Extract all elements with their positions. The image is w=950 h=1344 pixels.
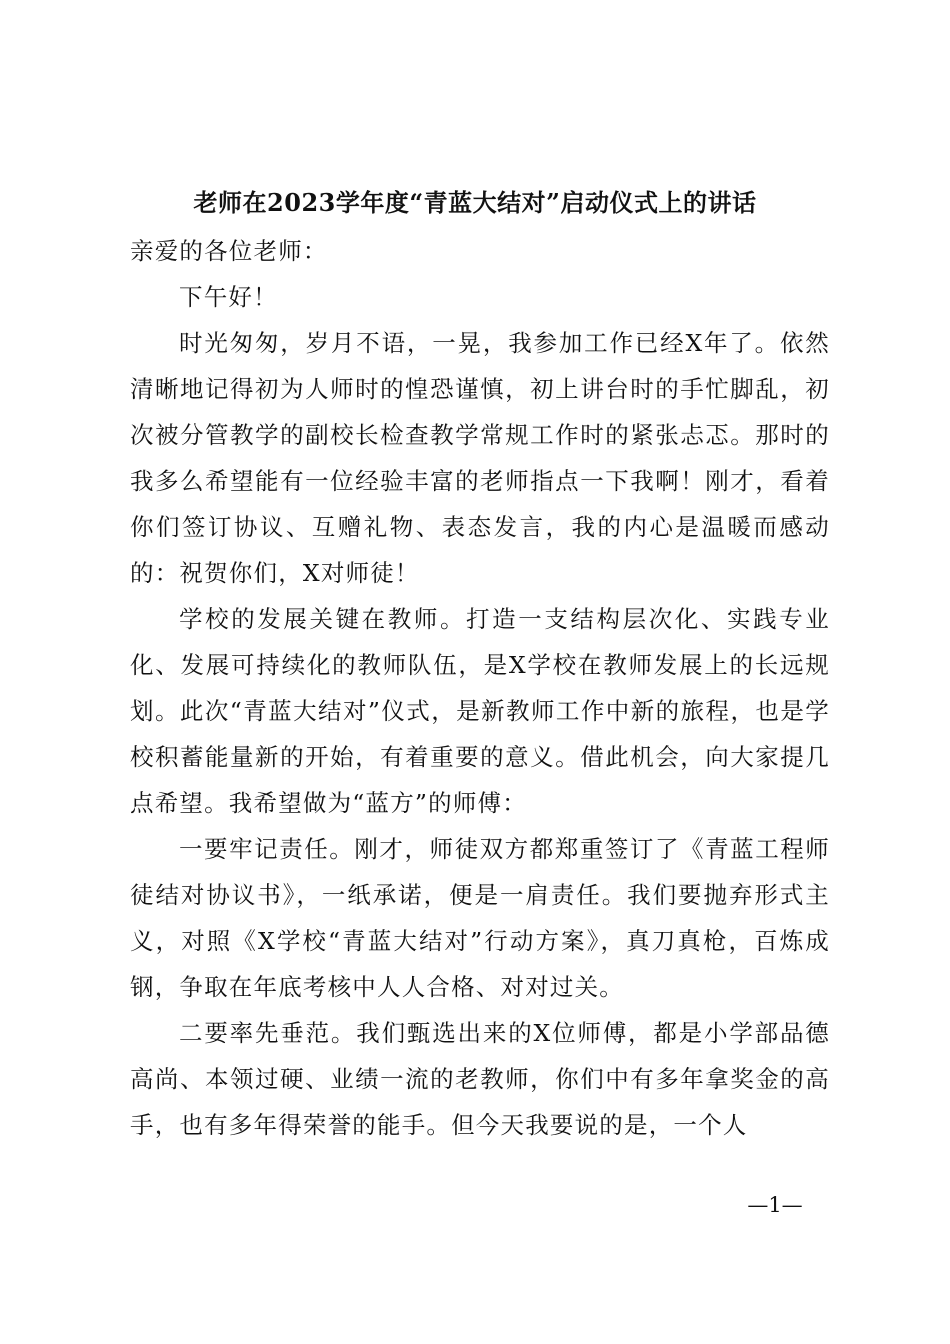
page-number: —1— bbox=[747, 1193, 803, 1217]
document-title: 老师在2023学年度“青蓝大结对”启动仪式上的讲话 bbox=[193, 188, 757, 217]
paragraph-reflection: 时光匆匆，岁月不语，一晃，我参加工作已经X年了。依然清晰地记得初为人师时的惶恐谨慎，初上讲台时的手忙脚乱，初次被分管教学的副校长检查教学常规工作时的紧张忐忑。那时的我多么希望能有一位经验丰富的老师指点一下我啊！刚才，看着你们签订协议、互赠礼物、表态发言，我的内心是温暖而感动的：祝贺你们，X对师徒！ bbox=[130, 329, 830, 587]
paragraph-point-two: 二要率先垂范。我们甄选出来的X位师傅，都是小学部品德高尚、本领过硬、业绩一流的老教师，你们中有多年拿奖金的高手，也有多年得荣誉的能手。但今天我要说的是，一个人 bbox=[130, 1019, 830, 1139]
paragraph-school-development: 学校的发展关键在教师。打造一支结构层次化、实践专业化、发展可持续化的教师队伍，是X学校在教师发展上的长远规划。此次“青蓝大结对”仪式，是新教师工作中新的旅程，也是学校积蓄能量新的开始，有着重要的意义。借此机会，向大家提几点希望。我希望做为“蓝方”的师傅： bbox=[130, 605, 830, 817]
paragraph-point-one: 一要牢记责任。刚才，师徒双方都郑重签订了《青蓝工程师徒结对协议书》，一纸承诺，便是一肩责任。我们要抛弃形式主义，对照《X学校“青蓝大结对”行动方案》，真刀真枪，百炼成钢，争取在年底考核中人人合格、对对过关。 bbox=[130, 835, 830, 1001]
paragraph-greeting: 下午好！ bbox=[179, 283, 278, 311]
salutation: 亲爱的各位老师： bbox=[130, 237, 328, 265]
document-body bbox=[130, 228, 830, 1148]
